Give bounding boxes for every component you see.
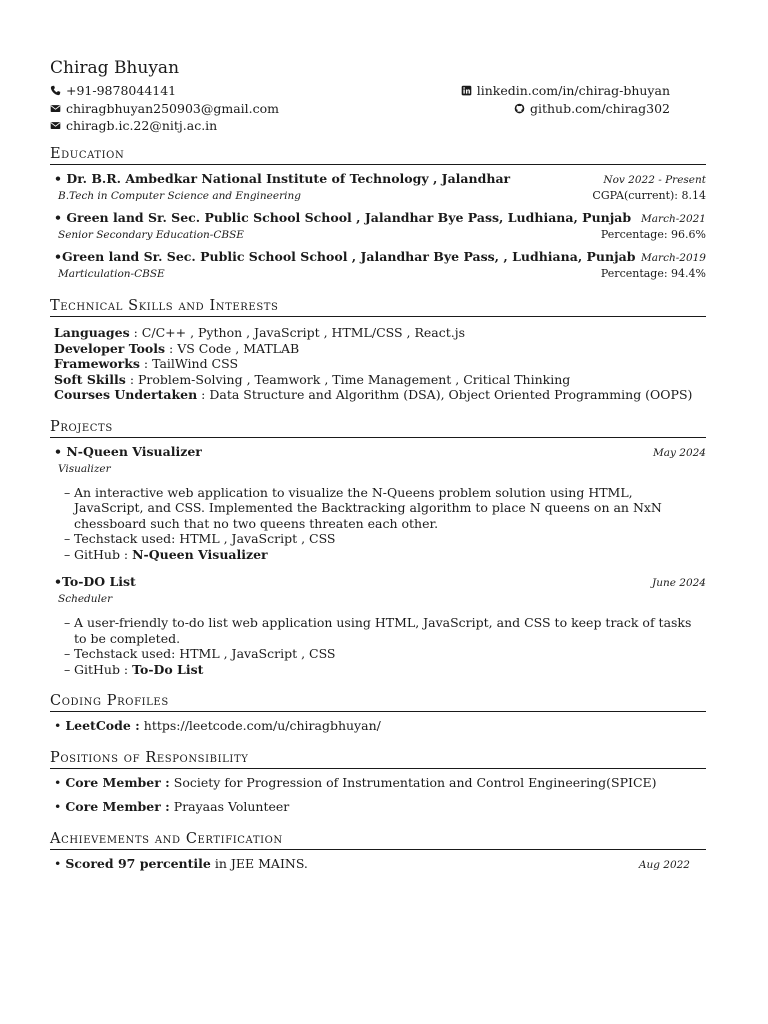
- project-description: An interactive web application to visualize the N-Queens problem solution using HTML, JavaScript, and CSS. Implemented the Backtracking algorithm to place N queens on an NxN chessboard such that no two queens threaten each other.: [74, 484, 662, 531]
- score: Percentage: 94.4%: [600, 267, 706, 280]
- project-subtitle: Visualizer: [58, 462, 111, 475]
- envelope-icon: [50, 103, 61, 114]
- skill-value: : VS Code , MATLAB: [169, 340, 300, 356]
- email-text-1: chiragbhuyan250903@gmail.com: [66, 100, 280, 116]
- skill-label: Developer Tools: [54, 340, 166, 356]
- list-item: [64, 646, 706, 662]
- school-name-text: Dr. B.R. Ambedkar National Institute of Technology , Jalandhar: [66, 171, 511, 186]
- projects-heading: Projects: [50, 419, 706, 438]
- dash: –: [64, 546, 71, 562]
- candidate-name: Chirag Bhuyan: [50, 58, 180, 78]
- projects-section: [50, 444, 706, 678]
- school-name: [54, 249, 635, 265]
- list-item: [64, 547, 706, 563]
- linkedin-row[interactable]: [461, 82, 670, 100]
- school-name: [54, 210, 631, 226]
- position-label: Core Member :: [65, 799, 170, 814]
- degree: Marticulation-CBSE: [58, 268, 165, 280]
- skill-value: : Data Structure and Algorithm (DSA), Object Oriented Programming (OOPS): [201, 387, 693, 402]
- github-label: GitHub :: [74, 546, 133, 562]
- positions-heading: Positions of Responsibility: [50, 750, 706, 769]
- dash: –: [64, 661, 71, 677]
- dash: –: [64, 646, 71, 661]
- score: Percentage: 96.6%: [600, 228, 706, 241]
- bullet: •: [54, 574, 62, 589]
- skill-label: Courses Undertaken: [54, 387, 198, 402]
- bullet: •: [54, 171, 62, 186]
- skill-value: : TailWind CSS: [143, 356, 239, 371]
- skill-row: [54, 387, 706, 403]
- list-item: [64, 615, 706, 646]
- coding-link[interactable]: https://leetcode.com/u/chiragbhuyan/: [143, 718, 381, 733]
- bullet: •: [54, 718, 62, 733]
- degree: Senior Secondary Education-CBSE: [58, 229, 244, 241]
- dash: –: [64, 531, 71, 546]
- github-row[interactable]: [461, 100, 670, 118]
- education-date: March-2019: [641, 252, 706, 264]
- contact-left: [50, 82, 279, 135]
- achievement-value: in JEE MAINS.: [214, 856, 308, 871]
- list-item: [64, 662, 706, 678]
- skill-row: [54, 341, 706, 357]
- bullet: •: [54, 443, 67, 459]
- coding-label: LeetCode :: [65, 718, 140, 733]
- skills-heading: Technical Skills and Interests: [50, 298, 706, 317]
- envelope-icon: [50, 120, 61, 131]
- project-techstack: Techstack used: HTML , JavaScript , CSS: [74, 531, 336, 546]
- bullet: •: [54, 799, 62, 814]
- skill-row: [54, 372, 706, 388]
- phone-icon: [50, 85, 61, 96]
- position-item: [50, 799, 706, 815]
- linkedin-icon: [461, 85, 472, 96]
- project-date: May 2024: [652, 446, 706, 459]
- github-text: github.com/chirag302: [529, 100, 670, 116]
- project-subtitle: Scheduler: [58, 593, 113, 605]
- email-row-1[interactable]: [50, 100, 279, 118]
- project-name: [54, 574, 136, 590]
- education-entry: [50, 210, 706, 243]
- skill-row: [54, 325, 706, 341]
- phone-text: +91-9878044141: [66, 83, 177, 98]
- school-name-text: Green land Sr. Sec. Public School School , Jalandhar Bye Pass, Ludhiana, Punjab: [66, 210, 632, 225]
- linkedin-text: linkedin.com/in/chirag-bhuyan: [476, 83, 670, 98]
- bullet: •: [54, 249, 62, 264]
- achievements-heading: Achievements and Certification: [50, 831, 706, 850]
- skill-label: Languages: [54, 325, 130, 340]
- email-row-2[interactable]: [50, 117, 279, 135]
- contact-block: [50, 82, 706, 136]
- email-text-2: chiragb.ic.22@nitj.ac.in: [66, 118, 218, 133]
- project-techstack: Techstack used: HTML , JavaScript , CSS: [74, 646, 336, 661]
- position-value: Prayaas Volunteer: [173, 799, 290, 814]
- school-name-text: Green land Sr. Sec. Public School School , Jalandhar Bye Pass, , Ludhiana, Punjab: [62, 249, 636, 264]
- bullet: •: [54, 210, 62, 225]
- skill-value: : Problem-Solving , Teamwork , Time Management , Critical Thinking: [129, 371, 571, 387]
- score: CGPA(current): 8.14: [592, 189, 706, 202]
- skill-label: Soft Skills: [54, 371, 126, 387]
- contact-right: [461, 82, 670, 117]
- position-item: [50, 775, 706, 791]
- dash: –: [64, 615, 71, 630]
- project-name-text: To-DO List: [62, 574, 136, 589]
- bullet: •: [54, 856, 62, 871]
- project-name: [54, 444, 202, 460]
- skill-value: : C/C++ , Python , JavaScript , HTML/CSS , React.js: [133, 325, 466, 340]
- school-name: [54, 171, 510, 187]
- skills-section: [50, 325, 706, 403]
- education-date: Nov 2022 - Present: [603, 174, 706, 186]
- coding-heading: Coding Profiles: [50, 693, 706, 712]
- github-link[interactable]: To-Do List: [132, 661, 204, 677]
- github-icon: [514, 103, 525, 114]
- education-entry: [50, 249, 706, 282]
- dash: –: [64, 484, 71, 500]
- bullet: •: [54, 775, 62, 790]
- phone-row[interactable]: [50, 82, 279, 100]
- education-entry: [50, 171, 706, 204]
- coding-item: [50, 718, 706, 734]
- degree: B.Tech in Computer Science and Engineering: [58, 190, 301, 202]
- education-section: [50, 171, 706, 282]
- achievement-date: Aug 2022: [638, 859, 690, 871]
- skill-label: Frameworks: [54, 356, 140, 371]
- skill-row: [54, 356, 706, 372]
- project-entry: [50, 444, 706, 563]
- project-entry: [50, 574, 706, 677]
- github-label: GitHub :: [74, 661, 133, 677]
- education-date: March-2021: [641, 213, 706, 225]
- project-name-text: N-Queen Visualizer: [66, 443, 202, 459]
- project-details: [54, 485, 706, 563]
- position-label: Core Member :: [65, 775, 170, 790]
- list-item: [64, 531, 706, 547]
- achievement-label: Scored 97 percentile: [65, 856, 211, 871]
- achievement-item: [50, 856, 706, 873]
- position-value: Society for Progression of Instrumentation and Control Engineering(SPICE): [173, 775, 657, 790]
- github-link[interactable]: N-Queen Visualizer: [132, 546, 268, 562]
- list-item: [64, 485, 706, 532]
- resume-page: [50, 58, 706, 873]
- project-description: A user-friendly to-do list web application using HTML, JavaScript, and CSS to keep track of tasks to be completed.: [74, 615, 692, 646]
- education-heading: Education: [50, 146, 706, 165]
- project-details: [54, 615, 706, 677]
- project-date: June 2024: [651, 577, 706, 589]
